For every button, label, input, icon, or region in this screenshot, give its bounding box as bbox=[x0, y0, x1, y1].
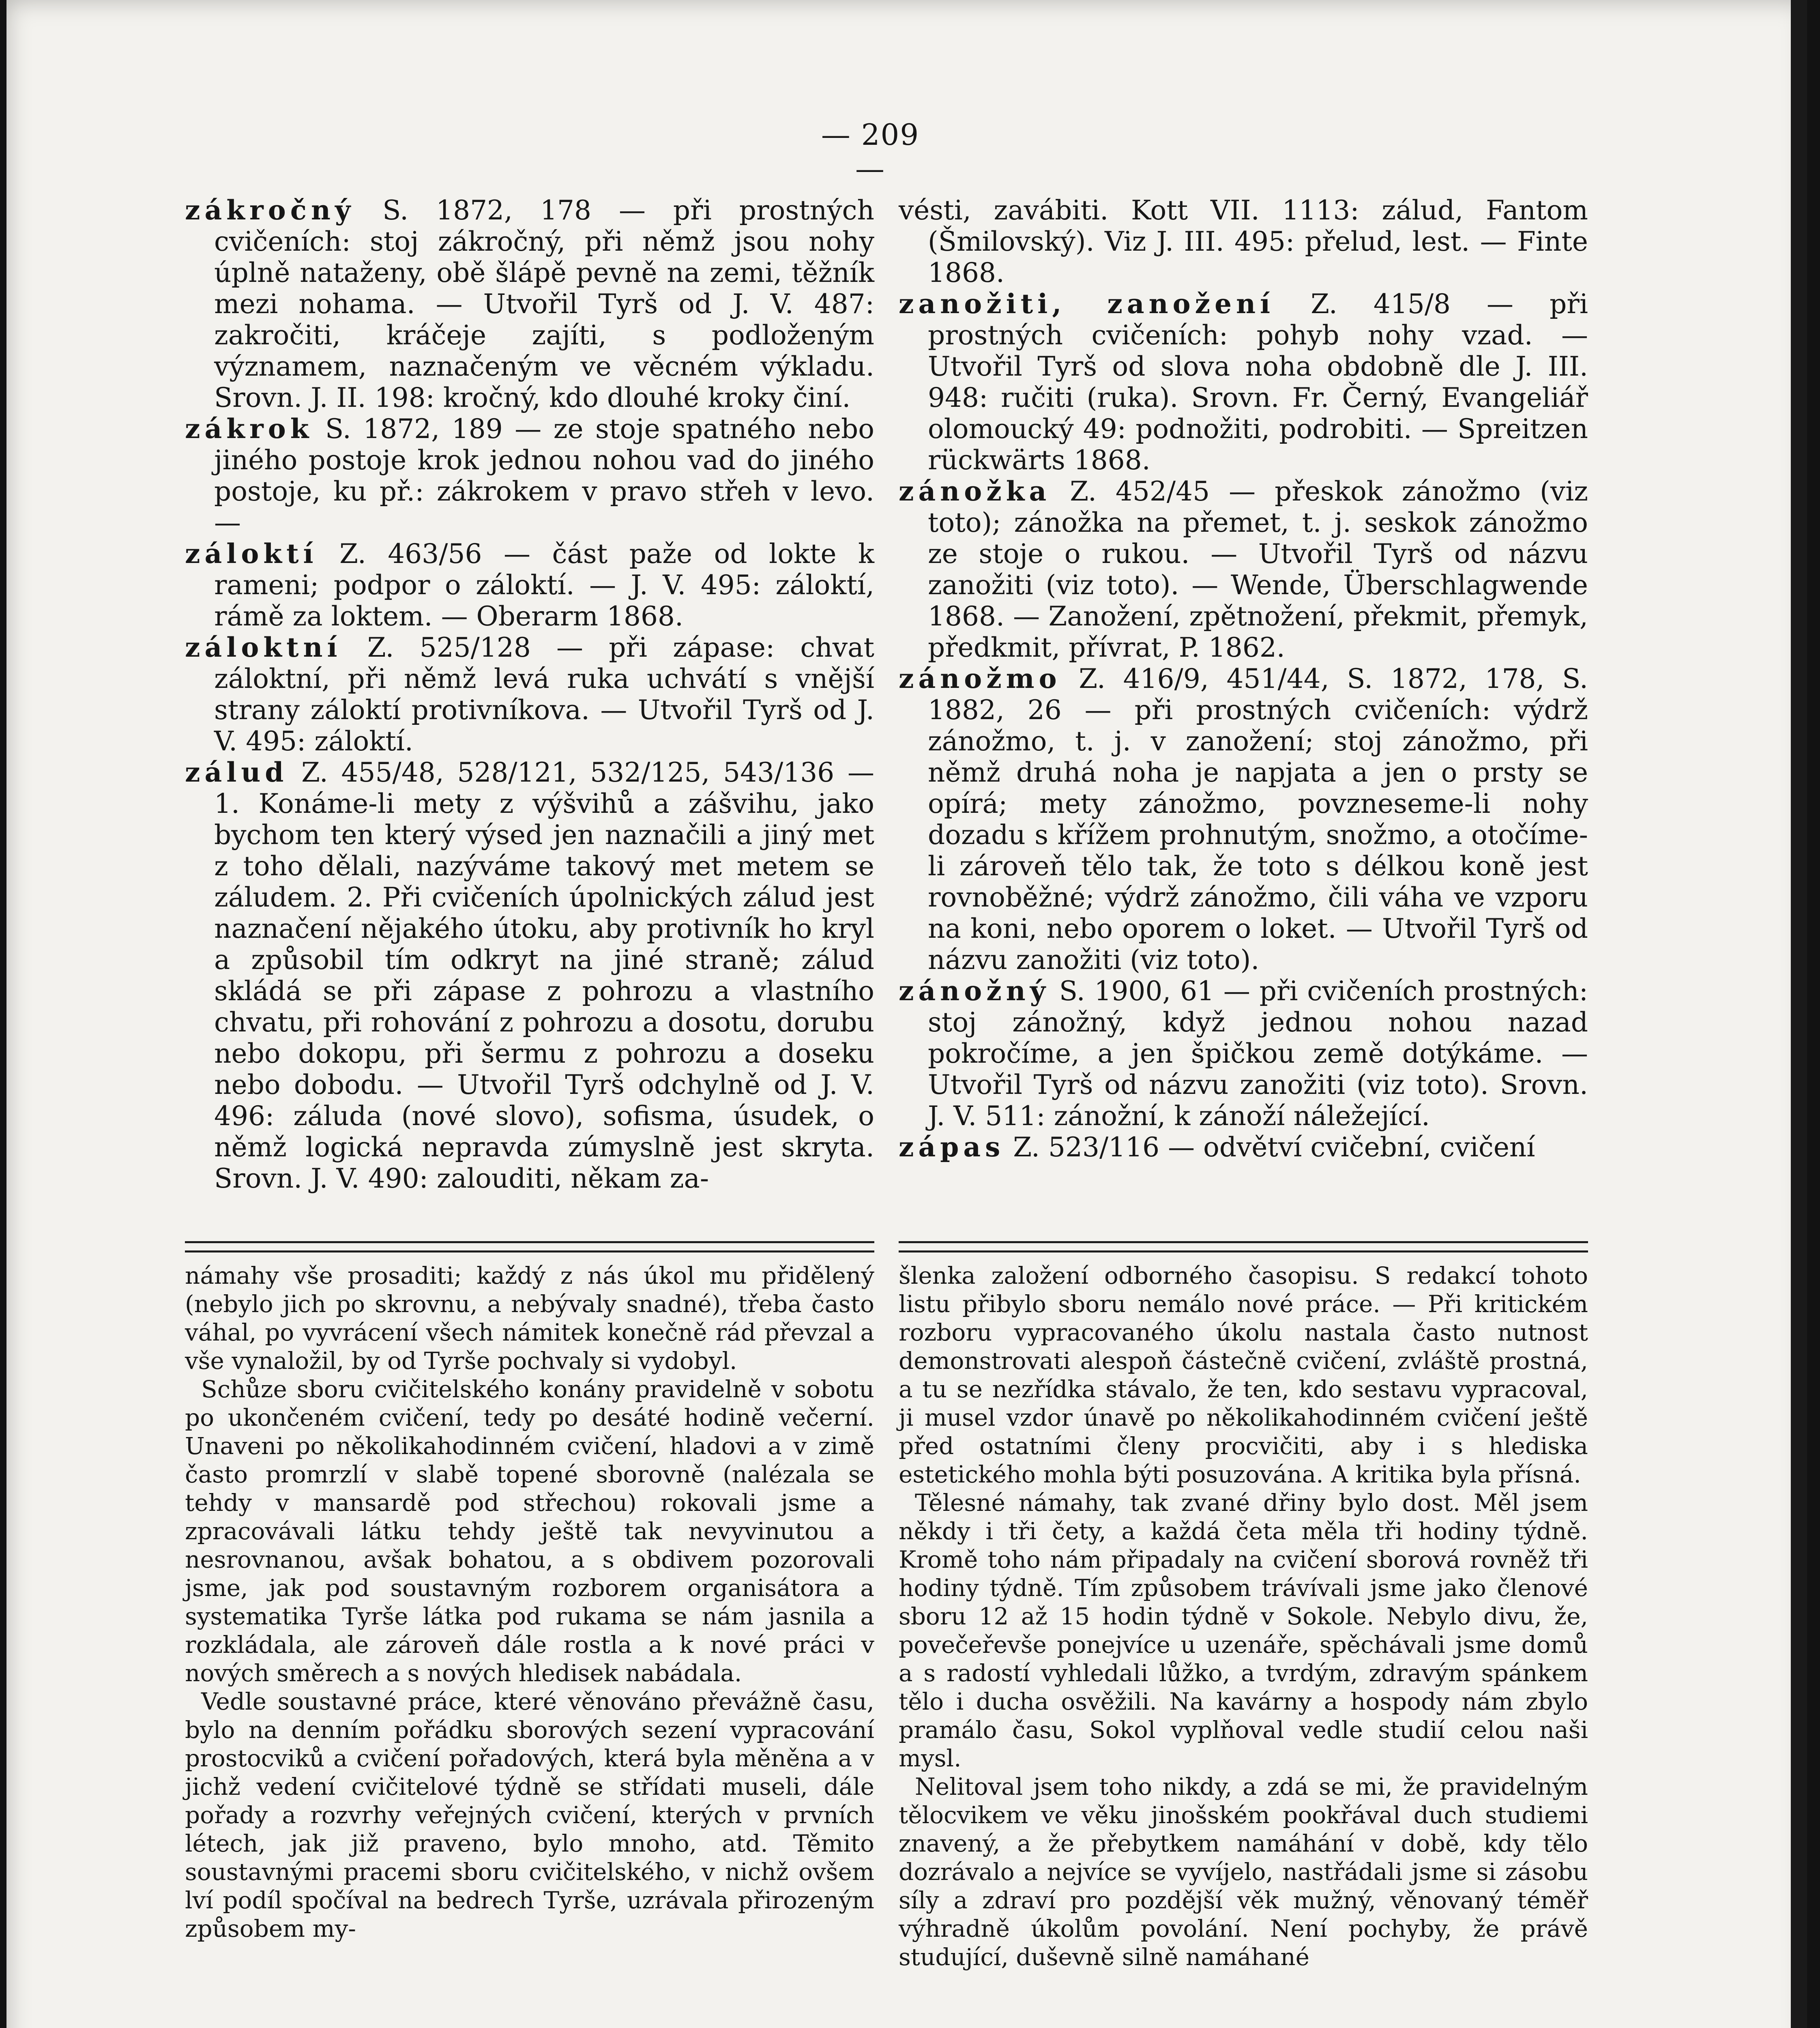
document-page bbox=[6, 0, 1807, 2028]
entry-text: S. 1872, 189 — ze stoje spatného nebo jiného postoje krok jednou nohou vad do jiného postoje, ku př.: zákrokem v pravo střeh v levo. — bbox=[214, 413, 874, 538]
entry-text: Z. 455/48, 528/121, 532/125, 543/136 — 1. Konáme-li mety z výšvihů a zášvihu, jako bychom ten který výsed jen naznačili a jiný met z toho dělali, nazýváme takový met metem se záludem. 2. Při cvičeních úpolnických zálud jest naznačení nějakého útoku, aby protivník ho kryl a způsobil tím odkryt na jiné straně; zálud skládá se při zápase z pohrozu a vlastního chvatu, při rohování z pohrozu a dosotu, dorubu nebo dokopu, při šermu z pohrozu a doseku nebo dobodu. — Utvořil Tyrš odchylně od J. V. 496: záluda (nové slovo), sofisma, úsudek, o němž logická nepravda zúmyslně jest skryta. Srovn. J. V. 490: zalouditi, někam za- bbox=[214, 757, 874, 1194]
paragraph: Tělesné námahy, tak zvané dřiny bylo dost. Měl jsem někdy i tři čety, a každá četa měla tři hodiny týdně. Kromě toho nám připadaly na cvičení sborová rovněž tři hodiny týdně. Tím způsobem trávívali jsme jako členové sboru 12 až 15 hodin týdně v Sokole. Nebylo divu, že, povečeřevše ponejvíce u uzenáře, spěchávali jsme domů a s radostí vyhledali lůžko, a tvrdým, zdravým spánkem tělo i ducha osvěžili. Na kavárny a hospody nám zbylo pramálo času, Sokol vyplňoval vedle studií celou naši mysl. bbox=[899, 1489, 1588, 1772]
entry-term: zákrok bbox=[185, 413, 313, 445]
paragraph: Nelitoval jsem toho nikdy, a zdá se mi, že pravidelným tělocvikem ve věku jinošském pookřával duch studiemi znavený, a že přebytkem namáhání v době, kdy tělo dozrávalo a nejvíce se vyvíjelo, nastřádali jsme si zásobu síly a zdraví pro pozdější věk mužný, věnovaný téměř výhradně úkolům povolání. Není pochyby, že právě studující, duševně silně namáhané bbox=[899, 1773, 1588, 1971]
entry-text: S. 1900, 61 — při cvičeních prostných: stoj zánožný, když jednou nohou nazad pokročíme, a jen špičkou země dotýkáme. — Utvořil Tyrš od názvu zanožiti (viz toto). Srovn. J. V. 511: zánožní, k zánoží náležející. bbox=[928, 975, 1588, 1132]
section-divider bbox=[185, 1241, 874, 1252]
entry-text: Z. 452/45 — přeskok zánožmo (viz toto); zánožka na přemet, t. j. seskok zánožmo ze stoje o rukou. — Utvořil Tyrš od názvu zanožiti (viz toto). — Wende, Überschlagwende 1868. — Zanožení, zpětnožení, překmit, přemyk, předkmit, přívrat, P. 1862. bbox=[928, 476, 1588, 663]
entry-text: S. 1872, 178 — při prostných cvičeních: stoj zákročný, při němž jsou nohy úplně nataženy, obě šlápě pevně na zemi, těžník mezi nohama. — Utvořil Tyrš od J. V. 487: zakročiti, kráčeje zajíti, s podloženým významem, naznačeným ve věcném výkladu. Srovn. J. II. 198: kročný, kdo dlouhé kroky činí. bbox=[214, 195, 874, 413]
section-divider bbox=[899, 1241, 1588, 1252]
entry-term: záloktní bbox=[185, 632, 342, 663]
entry-term: zánožka bbox=[899, 475, 1051, 507]
entry-term: záloktí bbox=[185, 538, 318, 569]
dictionary-entry bbox=[185, 538, 874, 632]
entry-term: zálud bbox=[185, 756, 288, 788]
dictionary-entry bbox=[185, 413, 874, 538]
entry-term: zápas bbox=[899, 1131, 1005, 1163]
entry-text: Z. 525/128 — při zápase: chvat záloktní, při němž levá ruka uchvátí s vnější strany záloktí protivníkova. — Utvořil Tyrš od J. V. 495: záloktí. bbox=[214, 632, 874, 757]
entry-text: vésti, zavábiti. Kott VII. 1113: zálud, Fantom (Šmilovský). Viz J. III. 495: přelud, lest. — Finte 1868. bbox=[899, 195, 1588, 288]
dictionary-entry bbox=[899, 288, 1588, 476]
paragraph: Schůze sboru cvičitelského konány pravidelně v sobotu po ukončeném cvičení, tedy po desáté hodině večerní. Unaveni po několikahodinném cvičení, hladovi a v zimě často promrzlí v slabě topené sborovně (nalézala se tehdy v mansardě pod střechou) rokovali jsme a zpracovávali látku tehdy ještě tak nevyvinutou a nesrovnanou, avšak bohatou, a s obdivem pozorovali jsme, jak pod soustavným rozborem organisátora a systematika Tyrše látka pod rukama se nám jasnila a rozkládala, ale zároveň dále rostla a k nové práci v nových směrech a s nových hledisek nabádala. bbox=[185, 1375, 874, 1687]
dictionary-column-left bbox=[185, 195, 874, 1233]
entry-term: zákročný bbox=[185, 194, 355, 226]
dictionary-entry bbox=[899, 975, 1588, 1132]
page-number: — 209 — bbox=[821, 118, 920, 186]
paragraph: Vedle soustavné práce, které věnováno převážně času, bylo na denním pořádku sborových sezení vypracování prostocviků a cvičení pořadových, která byla měněna a v jichž vedení cvičitelové týdně se střídati museli, dále pořady a rozvrhy veřejných cvičení, kterých v prvních létech, jak již praveno, bylo mnoho, atd. Těmito soustavnými pracemi sboru cvičitelského, v nichž ovšem lví podíl spočíval na bedrech Tyrše, uzrávala přirozeným způsobem my- bbox=[185, 1688, 874, 1942]
entry-term: zánožný bbox=[899, 975, 1050, 1007]
dictionary-entry bbox=[899, 663, 1588, 975]
page-edge bbox=[1791, 0, 1807, 2028]
entry-text: Z. 463/56 — část paže od lokte k rameni; podpor o záloktí. — J. V. 495: záloktí, rámě za loktem. — Oberarm 1868. bbox=[214, 538, 874, 632]
dictionary-entry bbox=[185, 632, 874, 757]
entry-text: Z. 415/8 — při prostných cvičeních: pohyb nohy vzad. — Utvořil Tyrš od slova noha obdobně dle J. III. 948: ručiti (ruka). Srovn. Fr. Černý, Evangeliář olomoucký 49: podnožiti, podrobiti. — Spreitzen rückwärts 1868. bbox=[928, 288, 1588, 476]
dictionary-entry-continued bbox=[899, 195, 1588, 288]
footer-text-column-left bbox=[185, 1261, 874, 2028]
dictionary-entry bbox=[899, 1132, 1588, 1163]
dictionary-column-right bbox=[899, 195, 1588, 1233]
footer-text-column-right bbox=[899, 1261, 1588, 2028]
dictionary-entry bbox=[899, 476, 1588, 663]
entry-text: Z. 523/116 — odvětví cvičební, cvičení bbox=[1004, 1132, 1535, 1163]
entry-term: zánožmo bbox=[899, 663, 1061, 694]
dictionary-entry bbox=[185, 757, 874, 1194]
paragraph: námahy vše prosaditi; každý z nás úkol mu přidělený (nebylo jich po skrovnu, a nebývaly snadné), třeba často váhal, po vyvrácení všech námitek konečně rád převzal a vše vynaložil, by od Tyrše pochvaly si vydobyl. bbox=[185, 1262, 874, 1375]
dictionary-entry bbox=[185, 195, 874, 413]
entry-text: Z. 416/9, 451/44, S. 1872, 178, S. 1882, 26 — při prostných cvičeních: výdrž zánožmo, t. j. v zanožení; stoj zánožmo, při němž druhá noha je napjata a jen o prsty se opírá; mety zánožmo, povzneseme-li nohy dozadu s křížem prohnutým, snožmo, a otočíme-li zároveň tělo tak, že toto s délkou koně jest rovnoběžné; výdrž zánožmo, čili váha ve vzporu na koni, nebo oporem o loket. — Utvořil Tyrš od názvu zanožiti (viz toto). bbox=[928, 663, 1588, 975]
paragraph: šlenka založení odborného časopisu. S redakcí tohoto listu přibylo sboru nemálo nové práce. — Při kritickém rozboru vypracovaného úkolu nastala často nutnost demonstrovati alespoň částečně cvičení, zvláště prostná, a tu se nezřídka stávalo, že ten, kdo sestavu vypracoval, ji musel vzdor únavě po několikahodinném cvičení ještě před ostatními členy procvičiti, aby i s hlediska estetického mohla býti posuzována. A kritika byla přísná. bbox=[899, 1262, 1588, 1488]
entry-term: zanožiti, zanožení bbox=[899, 288, 1275, 320]
